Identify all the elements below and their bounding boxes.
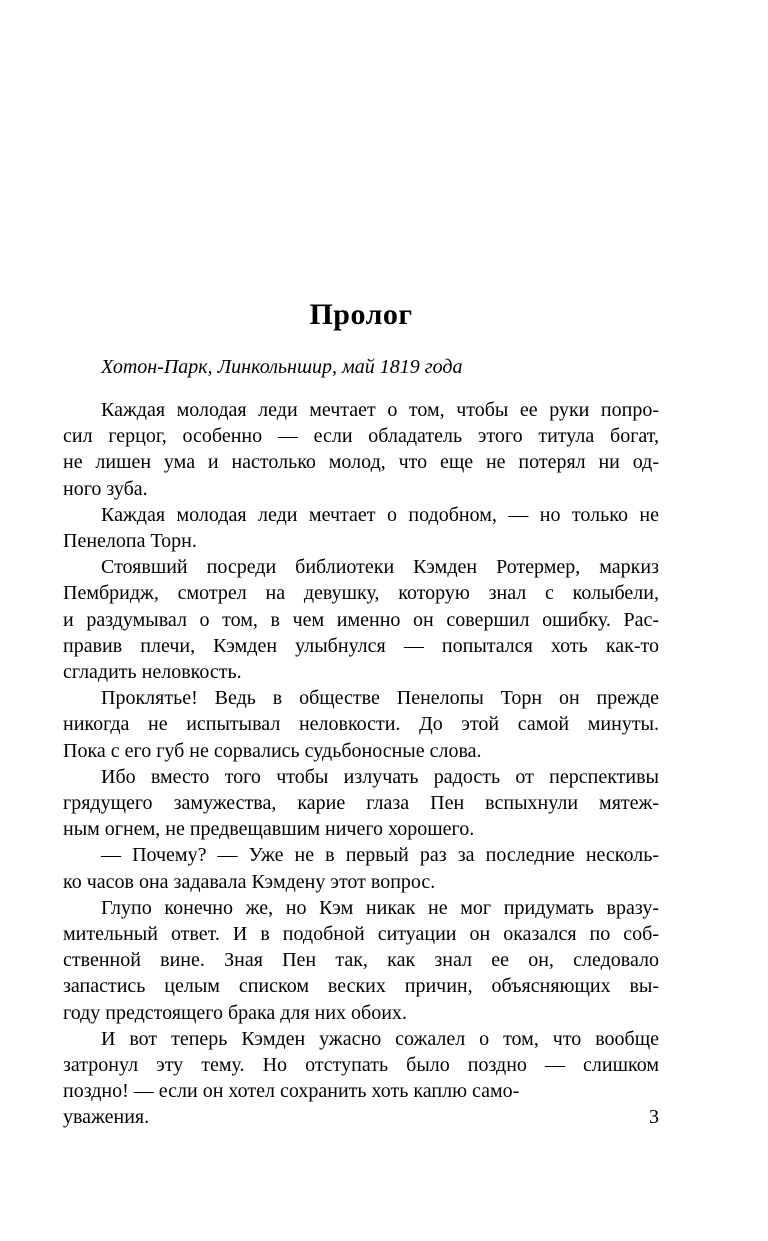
body-line: году предстоящего брака для них обоих. xyxy=(63,1001,407,1024)
body-line: ко часов она задавала Кэмдену этот вопрос. xyxy=(63,870,436,893)
page-number: 3 xyxy=(649,1106,659,1129)
body-line: Стоявший посреди библиотеки Кэмден Ротермер, маркиз xyxy=(101,556,659,579)
body-line: ным огнем, не предвещавшим ничего хорошего. xyxy=(63,818,475,841)
last-line-row xyxy=(63,1104,659,1130)
body-line: — Почему? — Уже не в первый раз за последние несколь- xyxy=(101,844,659,867)
body-line: Каждая молодая леди мечтает о подобном, — но только не xyxy=(101,503,659,526)
body-line: затронул эту тему. Но отступать было поздно — слишком xyxy=(63,1054,659,1077)
body-line: И вот теперь Кэмден ужасно сожалел о том, что вообще xyxy=(101,1027,659,1050)
body-line: правив плечи, Кэмден улыбнулся — попытался хоть как-то xyxy=(63,634,659,657)
body-line: Проклятье! Ведь в обществе Пенелопы Торн он прежде xyxy=(101,687,659,710)
body-line: сил герцог, особенно — если обладатель этого титула богат, xyxy=(63,425,659,448)
body-line: поздно! — если он хотел сохранить хоть каплю само- xyxy=(63,1080,520,1103)
body-line: Пенелопа Торн. xyxy=(63,530,197,553)
body-line: уважения. xyxy=(63,1106,150,1129)
body-line: ственной вине. Зная Пен так, как знал ее он, следовало xyxy=(63,949,659,972)
body-line: и раздумывал о том, в чем именно он совершил ошибку. Рас- xyxy=(63,608,659,631)
body-line: ного зуба. xyxy=(63,477,148,500)
body-line: никогда не испытывал неловкости. До этой самой минуты. xyxy=(63,713,659,736)
body-line: Пембридж, смотрел на девушку, которую знал с колыбели, xyxy=(63,582,659,605)
body-line: Каждая молодая леди мечтает о том, чтобы ее руки попро- xyxy=(101,399,659,421)
dateline: Хотон-Парк, Линкольншир, май 1819 года xyxy=(101,356,463,378)
body-line: запастись целым списком веских причин, объясняющих вы- xyxy=(63,975,659,998)
body-line: Глупо конечно же, но Кэм никак не мог придумать вразу- xyxy=(101,896,659,919)
body-line: сгладить неловкость. xyxy=(63,661,242,684)
body-line: грядущего замужества, карие глаза Пен вспыхнули мятеж- xyxy=(63,792,659,815)
text-block xyxy=(63,0,659,1131)
body-line: Ибо вместо того чтобы излучать радость от перспективы xyxy=(101,765,659,788)
body-line: Пока с его губ не сорвались судьбоносные слова. xyxy=(63,739,482,762)
body-text xyxy=(63,397,659,1131)
body-line: не лишен ума и настолько молод, что еще не потерял ни од- xyxy=(63,451,659,474)
body-line: мительный ответ. И в подобной ситуации он оказался по соб- xyxy=(63,923,659,946)
chapter-title: Пролог xyxy=(309,298,413,331)
